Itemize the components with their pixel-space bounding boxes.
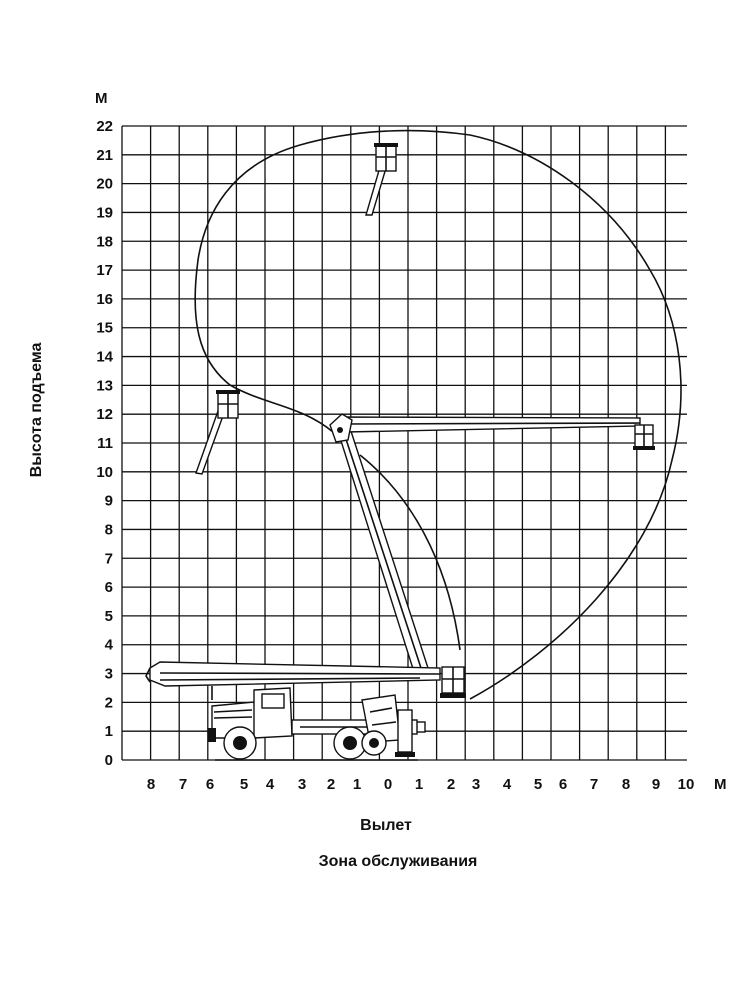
y-axis-unit: М: [95, 90, 108, 107]
y-tick-label: 19: [96, 204, 113, 222]
y-tick-label: 10: [96, 463, 113, 481]
x-tick-label-left: 8: [146, 776, 156, 793]
y-axis-ticks: [96, 118, 113, 769]
x-tick-label-right: 10: [677, 776, 695, 793]
y-tick-label: 22: [96, 118, 113, 135]
boom-elbow-joint: [330, 414, 352, 442]
x-tick-label-right: 2: [446, 776, 456, 793]
x-tick-label-right: 9: [651, 776, 661, 793]
basket-bottom: [440, 667, 466, 698]
y-tick-label: 0: [104, 752, 113, 769]
x-axis-label: Вылет: [360, 817, 412, 834]
main-boom: [336, 422, 428, 672]
y-tick-label: 7: [104, 550, 113, 568]
x-tick-label-left: 1: [352, 776, 362, 793]
horizontal-boom: [340, 417, 640, 432]
y-tick-label: 11: [97, 435, 113, 452]
x-tick-label-right: 8: [621, 776, 631, 793]
x-axis-ticks: [147, 776, 695, 793]
x-tick-label-left: 6: [205, 776, 215, 793]
truck: [208, 688, 425, 760]
x-tick-label-right: 7: [589, 776, 599, 793]
y-tick-label: 2: [104, 694, 113, 712]
y-tick-label: 12: [96, 406, 113, 424]
y-tick-label: 6: [104, 579, 113, 597]
diagram-title: Зона обслуживания: [318, 853, 478, 870]
x-tick-label-left: 7: [178, 776, 188, 793]
y-tick-label: 14: [96, 348, 113, 366]
y-tick-label: 20: [96, 175, 113, 193]
y-tick-label: 18: [96, 233, 113, 251]
x-tick-label-right: 6: [558, 776, 568, 793]
basket-top: [366, 143, 398, 215]
basket-right: [633, 425, 655, 450]
y-tick-label: 17: [96, 262, 113, 280]
x-tick-label-right: 3: [471, 776, 481, 793]
y-axis-label: Высота подъема: [28, 342, 45, 478]
x-tick-label-right: 0: [383, 776, 393, 793]
y-tick-label: 5: [104, 607, 113, 625]
y-tick-label: 9: [104, 492, 113, 510]
y-tick-label: 21: [96, 146, 113, 164]
y-tick-label: 13: [96, 377, 113, 395]
x-tick-label-left: 2: [326, 776, 336, 793]
y-tick-label: 4: [104, 636, 113, 654]
x-tick-label-right: 4: [502, 776, 512, 793]
y-tick-label: 3: [104, 665, 113, 683]
y-tick-label: 1: [104, 723, 113, 741]
x-tick-label-left: 5: [239, 776, 249, 793]
x-tick-label-left: 3: [297, 776, 307, 793]
x-tick-label-left: 4: [265, 776, 275, 793]
y-tick-label: 8: [104, 521, 113, 539]
basket-left: [196, 390, 240, 474]
x-tick-label-right: 5: [533, 776, 543, 793]
y-tick-label: 15: [96, 319, 113, 337]
y-tick-label: 16: [96, 290, 113, 308]
x-tick-label-right: 1: [414, 776, 424, 793]
x-axis-unit: М: [714, 776, 727, 793]
